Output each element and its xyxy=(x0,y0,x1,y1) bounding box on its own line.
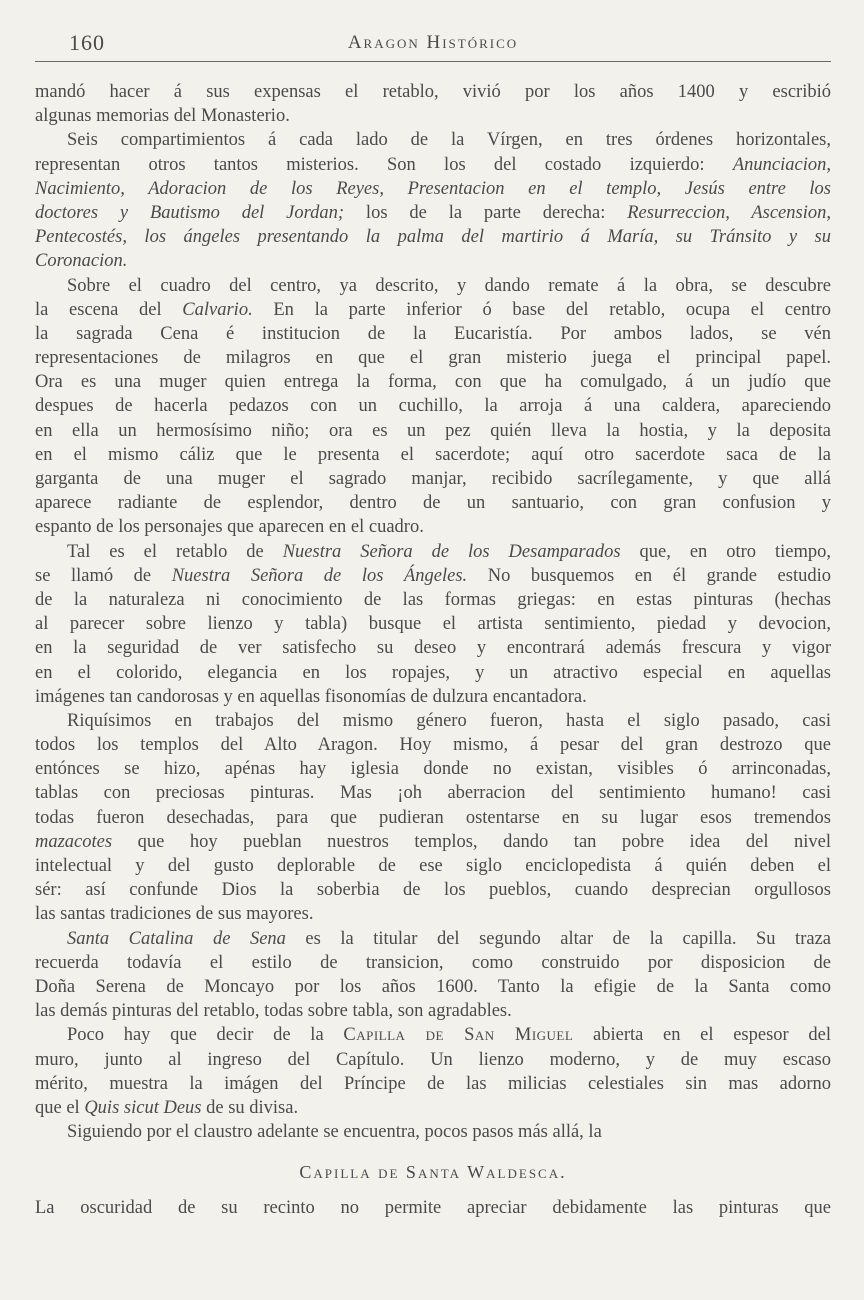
text-line: intelectual y del gusto deplorable de ese siglo enciclopedista á quién deben el xyxy=(35,856,831,876)
text-line: en el colorido, elegancia en los ropajes, y un atractivo especial en aquellas xyxy=(35,662,831,683)
text-line: mandó hacer á sus expensas el retablo, vivió por los años 1400 y escribió xyxy=(35,82,831,102)
header-rule xyxy=(35,61,831,62)
text-line: Tal es el retablo de Nuestra Señora de los Desamparados que, en otro tiempo, xyxy=(67,541,831,562)
text-line: las santas tradiciones de sus mayores. xyxy=(35,904,314,925)
text-line: imágenes tan candorosas y en aquellas fisonomías de dulzura encantadora. xyxy=(35,686,587,707)
text-line: Coronacion. xyxy=(35,251,128,272)
text-line: La oscuridad de su recinto no permite apreciar debidamente las pinturas que xyxy=(35,1198,831,1219)
text-line: despues de hacerla pedazos con un cuchillo, la arroja á una caldera, apareciendo xyxy=(35,396,831,417)
text-line: sér: así confunde Dios la soberbia de los pueblos, cuando desprecian orgullosos xyxy=(35,880,831,901)
text-line: representan otros tantos misterios. Son los del costado izquierdo: Anunciacion, xyxy=(35,154,831,175)
text-line: Santa Catalina de Sena es la titular del segundo altar de la capilla. Su traza xyxy=(67,928,831,949)
running-title: Aragon Histórico xyxy=(347,32,519,53)
page-number: 160 xyxy=(69,30,105,55)
text-line: Pentecostés, los ángeles presentando la palma del martirio á María, su Tránsito y su xyxy=(35,227,831,248)
text-line: garganta de una muger el sagrado manjar, recibido sacrílegamente, y que allá xyxy=(35,469,831,489)
text-line: representaciones de milagros en que el gran misterio juega el principal papel. xyxy=(35,348,831,369)
text-line: algunas memorias del Monasterio. xyxy=(35,106,290,127)
text-line: muro, junto al ingreso del Capítulo. Un lienzo moderno, y de muy escaso xyxy=(35,1049,831,1070)
text-line: al parecer sobre lienzo y tabla) busque el artista sentimiento, piedad y devocion, xyxy=(35,614,831,635)
text-line: Sobre el cuadro del centro, ya descrito, y dando remate á la obra, se descubre xyxy=(67,275,831,296)
text-line: Doña Serena de Moncayo por los años 1600. Tanto la efigie de la Santa como xyxy=(35,976,831,997)
text-line: Siguiendo por el claustro adelante se encuentra, pocos pasos más allá, la xyxy=(67,1122,602,1143)
text-line: Seis compartimientos á cada lado de la Vírgen, en tres órdenes horizontales, xyxy=(67,130,831,151)
paragraph-block-final xyxy=(35,1196,831,1220)
text-line: tablas con preciosas pinturas. Mas ¡oh aberracion del sentimiento humano! casi xyxy=(35,783,831,804)
text-line: en ella un hermosísimo niño; ora es un pez quién lleva la hostia, y la deposita xyxy=(35,420,831,441)
text-line: las demás pinturas del retablo, todas sobre tabla, son agradables. xyxy=(35,1001,512,1022)
page-header xyxy=(35,28,831,58)
text-line: mazacotes que hoy pueblan nuestros templos, dando tan pobre idea del nivel xyxy=(35,831,831,852)
body-text xyxy=(35,80,831,1220)
text-line: entónces se hizo, apénas hay iglesia donde no existan, visibles ó arrinconadas, xyxy=(35,759,831,780)
text-line: en la seguridad de ver satisfecho su deseo y encontrará además frescura y vigor xyxy=(35,638,831,659)
text-line: espanto de los personajes que aparecen en el cuadro. xyxy=(35,517,424,538)
text-line: aparece radiante de esplendor, dentro de un santuario, con gran confusion y xyxy=(35,493,831,514)
text-line: de la naturaleza ni conocimiento de las formas griegas: en estas pinturas (hechas xyxy=(35,589,831,610)
text-line: mérito, muestra la imágen del Príncipe de las milicias celestiales sin mas adorno xyxy=(35,1073,831,1094)
text-line: doctores y Bautismo del Jordan; los de la parte derecha: Resurreccion, Ascension, xyxy=(35,202,831,223)
text-line: Poco hay que decir de la Capilla de San Miguel abierta en el espesor del xyxy=(67,1025,831,1046)
text-line: se llamó de Nuestra Señora de los Ángeles. No busquemos en él grande estudio xyxy=(35,565,831,586)
section-heading: Capilla de Santa Waldesca. xyxy=(299,1162,567,1183)
text-line: Riquísimos en trabajos del mismo género fueron, hasta el siglo pasado, casi xyxy=(67,710,831,731)
text-line: que el Quis sicut Deus de su divisa. xyxy=(35,1097,299,1118)
paragraph-block xyxy=(35,80,831,1144)
text-line: todos los templos del Alto Aragon. Hoy mismo, á pesar del gran destrozo que xyxy=(35,735,831,756)
text-line: Nacimiento, Adoracion de los Reyes, Presentacion en el templo, Jesús entre los xyxy=(35,178,831,199)
text-line: la sagrada Cena é institucion de la Eucaristía. Por ambos lados, se vén xyxy=(35,323,831,344)
text-line: recuerda todavía el estilo de transicion, como construido por disposicion de xyxy=(35,952,831,973)
text-line: todas fueron desechadas, para que pudieran ostentarse en su lugar esos tremendos xyxy=(35,807,831,828)
text-line: Ora es una muger quien entrega la forma, con que ha comulgado, á un judío que xyxy=(35,372,831,393)
text-line: en el mismo cáliz que le presenta el sacerdote; aquí otro sacerdote saca de la xyxy=(35,444,831,465)
text-line: la escena del Calvario. En la parte inferior ó base del retablo, ocupa el centro xyxy=(35,299,831,320)
